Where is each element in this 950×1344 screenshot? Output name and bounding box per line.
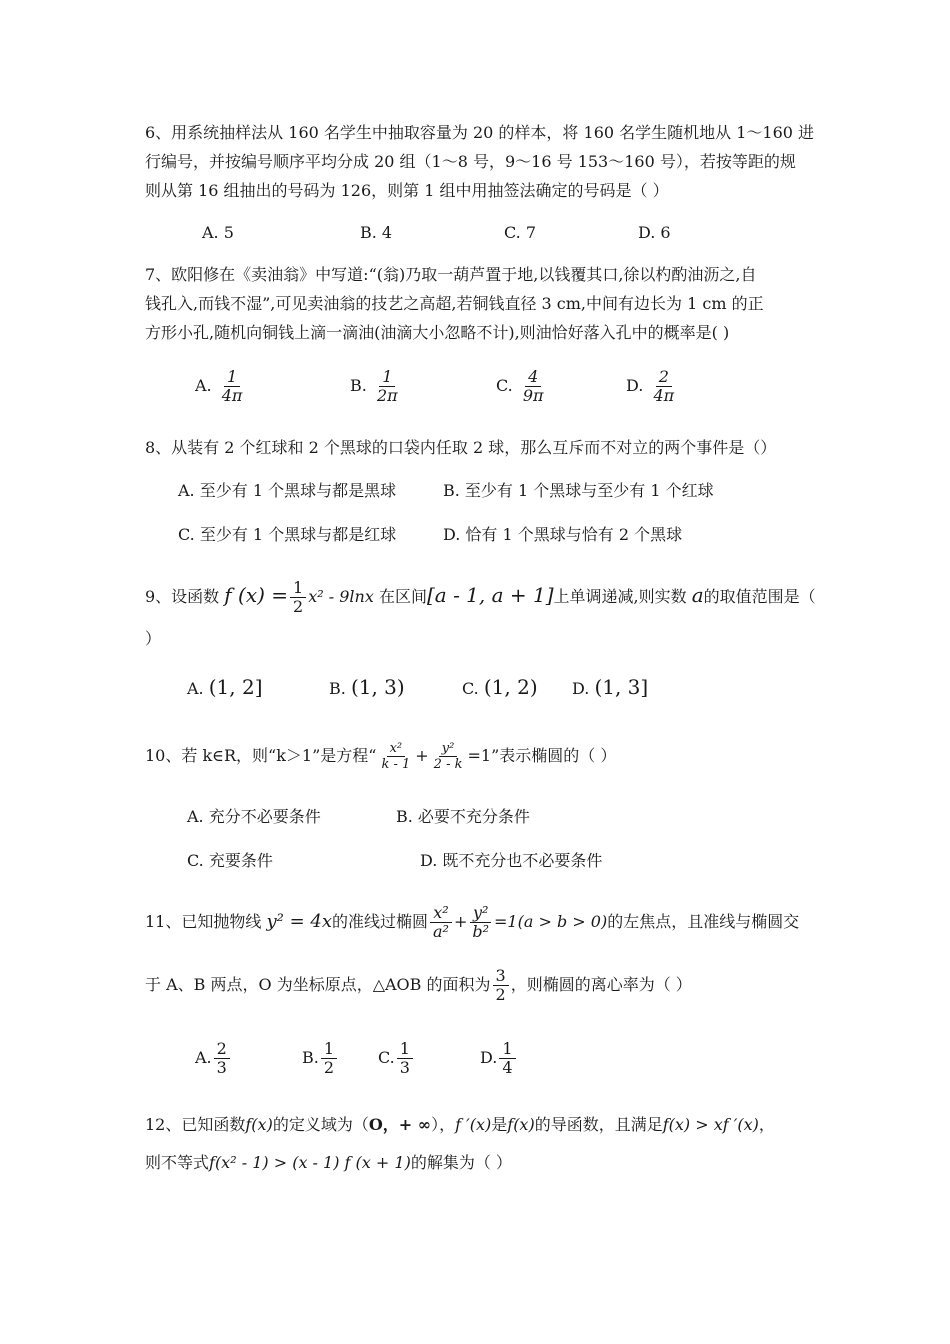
q11-line-2: 于 A、B 两点，O 为坐标原点，△AOB 的面积为 $\frac{3}{2}$ ，则椭圆的离心率为（ ）	[145, 966, 692, 1004]
half-fraction: $\frac{1}{2}$	[290, 579, 306, 616]
q11-option-a[interactable]: A. $\frac{2}{3}$	[195, 1040, 232, 1077]
q7-option-c[interactable]	[496, 368, 549, 405]
fraction: $\frac{1}{3}$	[397, 1040, 413, 1077]
fraction: $\frac{1}{4}$	[499, 1040, 515, 1077]
ellipse-x-term: $\frac{\text{x²}}{\text{a²}}$	[430, 904, 452, 941]
q10-option-d[interactable]: D. 既不充分也不必要条件	[420, 851, 603, 870]
variable-a: a	[691, 583, 704, 607]
q9-option-c[interactable]: C. (1, 2)	[462, 675, 538, 699]
q9-line-1: 9、设函数 f (x) = $\frac{1}{2}$ x² - 9lnx 在区间[a - 1, a + 1]上单调递减,则实数 a的取值范围是（	[145, 578, 816, 616]
q6-option-d[interactable]: D. 6	[638, 223, 671, 242]
q8-option-c[interactable]: C. 至少有 1 个黑球与都是红球	[178, 525, 397, 544]
q11-option-c[interactable]: C. $\frac{1}{3}$	[378, 1040, 415, 1077]
fraction-x: $\frac{\text{x²}}{k - 1}$	[381, 741, 411, 772]
q8-option-d[interactable]: D. 恰有 1 个黑球与恰有 2 个黑球	[443, 525, 683, 544]
fraction: $\frac{1}{4\pi}$	[221, 367, 243, 405]
q7-line-2: 钱孔入,而钱不湿”,可见卖油翁的技艺之高超,若铜钱直径 3 cm,中间有边长为 1 cm 的正	[145, 294, 764, 313]
fraction: $\frac{1}{2\pi}$	[376, 367, 398, 405]
q7-option-b[interactable]	[350, 368, 403, 405]
option-label: C.	[496, 376, 513, 395]
q11-line-1: 11、已知抛物线 y² = 4x的准线过椭圆 $\frac{\text{x²}}{\text{a²}}$ + $\frac{\text{y²}}{\text{b²}}$ =1(a > b > 0)的左焦点，且准线与椭圆交	[145, 903, 800, 941]
q9-option-d[interactable]: D. (1, 3]	[572, 675, 649, 699]
q8-option-b[interactable]: B. 至少有 1 个黑球与至少有 1 个红球	[443, 481, 714, 500]
fraction: $\frac{2}{4\pi}$	[653, 367, 675, 405]
q7-option-a[interactable]	[195, 368, 247, 405]
q7-line-3: 方形小孔,随机向铜钱上滴一滴油(油滴大小忽略不计),则油恰好落入孔中的概率是( )	[145, 323, 730, 342]
function-rhs: x² - 9lnx	[308, 587, 374, 606]
parabola-equation: y² = 4x	[266, 911, 332, 932]
q12-line-2: 则不等式f(x² - 1) > (x - 1) f (x + 1)的解集为（ ）	[145, 1153, 512, 1172]
q6-line-2: 行编号，并按编号顺序平均分成 20 组（1～8 号，9～16 号 153～160 号），若按等距的规	[145, 152, 796, 171]
fraction: $\frac{1}{2}$	[321, 1040, 337, 1077]
fraction-y: $\frac{\text{y²}}{2 - k}$	[433, 741, 463, 772]
q10-line-1: 10、若 k∈R，则“k＞1”是方程“ $\frac{\text{x²}}{k - 1}$ + $\frac{\text{y²}}{2 - k}$ =1”表示椭圆的（ ）	[145, 741, 617, 772]
q6-option-c[interactable]: C. 7	[504, 223, 537, 242]
q8-line-1: 8、从装有 2 个红球和 2 个黑球的口袋内任取 2 球，那么互斥而不对立的两个事件是（）	[145, 438, 777, 457]
q7-line-1: 7、欧阳修在《卖油翁》中写道:“(翁)乃取一葫芦置于地,以钱覆其口,徐以杓酌油沥之,自	[145, 265, 757, 284]
ellipse-y-term: $\frac{\text{y²}}{\text{b²}}$	[469, 904, 492, 941]
q9-line-2: ）	[145, 629, 162, 648]
option-label: B.	[350, 376, 367, 395]
q6-line-1: 6、用系统抽样法从 160 名学生中抽取容量为 20 的样本，将 160 名学生随机地从 1～160 进	[145, 123, 815, 142]
q9-option-a[interactable]: A. (1, 2]	[187, 675, 263, 699]
q11-option-d[interactable]: D. $\frac{1}{4}$	[480, 1040, 518, 1077]
q6-line-3: 则从第 16 组抽出的号码为 126，则第 1 组中用抽签法确定的号码是（ ）	[145, 181, 669, 200]
q10-option-a[interactable]: A. 充分不必要条件	[187, 807, 321, 826]
q11-option-b[interactable]: B. $\frac{1}{2}$	[302, 1040, 339, 1077]
q7-option-d[interactable]	[626, 368, 679, 405]
q12-line-1: 12、已知函数f(x)的定义域为（O，+ ∞），f ′(x)是f(x)的导函数，且满足f(x) > xf ′(x)，	[145, 1115, 775, 1134]
q6-option-b[interactable]: B. 4	[360, 223, 393, 242]
function-lhs: f (x) =	[224, 583, 289, 607]
fraction: $\frac{2}{3}$	[214, 1040, 230, 1077]
q8-option-a[interactable]: A. 至少有 1 个黑球与都是黑球	[178, 481, 397, 500]
q10-option-c[interactable]: C. 充要条件	[187, 851, 273, 870]
option-label: A.	[195, 376, 212, 395]
q9-option-b[interactable]: B. (1, 3)	[329, 675, 405, 699]
ellipse-condition: =1(a > b > 0)	[494, 912, 608, 931]
q6-option-a[interactable]: A. 5	[202, 223, 234, 242]
area-fraction: $\frac{3}{2}$	[493, 967, 509, 1004]
fraction: $\frac{4}{9\pi}$	[522, 367, 544, 405]
option-label: D.	[626, 376, 644, 395]
q10-option-b[interactable]: B. 必要不充分条件	[396, 807, 530, 826]
interval: [a - 1, a + 1]	[426, 583, 554, 607]
